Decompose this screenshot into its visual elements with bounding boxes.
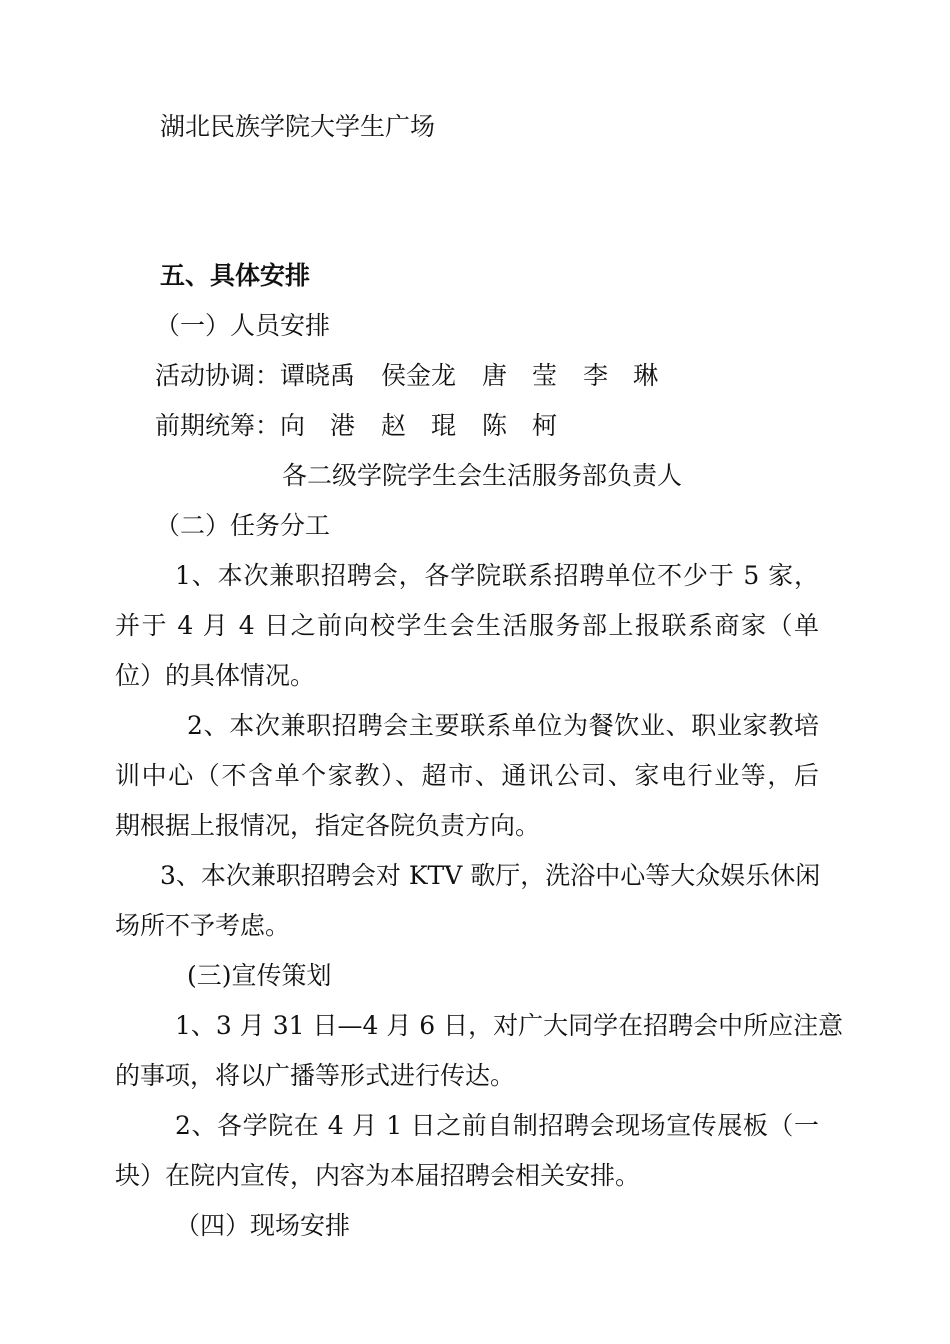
publicity-item1-line: 1、3 月 31 日—4 月 6 日，对广大同学在招聘会中所应注意	[175, 1011, 844, 1040]
coordination-name: 唐 莹	[482, 361, 558, 390]
coordination-name: 李 琳	[583, 361, 659, 390]
section-title: 五、具体安排	[160, 261, 311, 290]
planning-name: 陈 柯	[482, 411, 558, 440]
planning-row	[155, 411, 557, 441]
tasks-item1-line: 并于 4 月 4 日之前向校学生会生活服务部上报联系商家（单	[115, 611, 819, 640]
tasks-heading: （二）任务分工	[155, 511, 331, 540]
planning-extra: 各二级学院学生会生活服务部负责人	[282, 461, 683, 490]
publicity-heading: (三)宣传策划	[187, 961, 332, 990]
tasks-item3-line: 场所不予考虑。	[115, 911, 291, 940]
coordination-name: 侯金龙	[381, 361, 457, 390]
venue-line: 湖北民族学院大学生广场	[160, 112, 436, 141]
planning-name: 赵 琨	[381, 411, 457, 440]
coordination-name: 谭晓禹	[280, 361, 356, 390]
tasks-item2-line: 训中心（不含单个家教）、超市、通讯公司、家电行业等，后	[115, 761, 819, 790]
tasks-item1-line: 1、本次兼职招聘会，各学院联系招聘单位不少于 5 家，	[175, 561, 819, 590]
planning-name: 向 港	[280, 411, 356, 440]
tasks-item3-line: 3、本次兼职招聘会对 KTV 歌厅，洗浴中心等大众娱乐休闲	[160, 861, 821, 890]
onsite-heading: （四）现场安排	[175, 1211, 351, 1240]
tasks-item2-line: 2、本次兼职招聘会主要联系单位为餐饮业、职业家教培	[187, 711, 819, 740]
publicity-item2-line: 2、各学院在 4 月 1 日之前自制招聘会现场宣传展板（一	[175, 1111, 819, 1140]
publicity-item1-line: 的事项，将以广播等形式进行传达。	[115, 1061, 516, 1090]
planning-label: 前期统筹：	[155, 411, 281, 440]
coordination-label: 活动协调：	[155, 361, 281, 390]
publicity-item2-line: 块）在院内宣传，内容为本届招聘会相关安排。	[115, 1161, 641, 1190]
tasks-item2-line: 期根据上报情况，指定各院负责方向。	[115, 811, 541, 840]
coordination-row	[155, 361, 658, 391]
personnel-heading: （一）人员安排	[155, 311, 331, 340]
tasks-item1-line: 位）的具体情况。	[115, 661, 316, 690]
